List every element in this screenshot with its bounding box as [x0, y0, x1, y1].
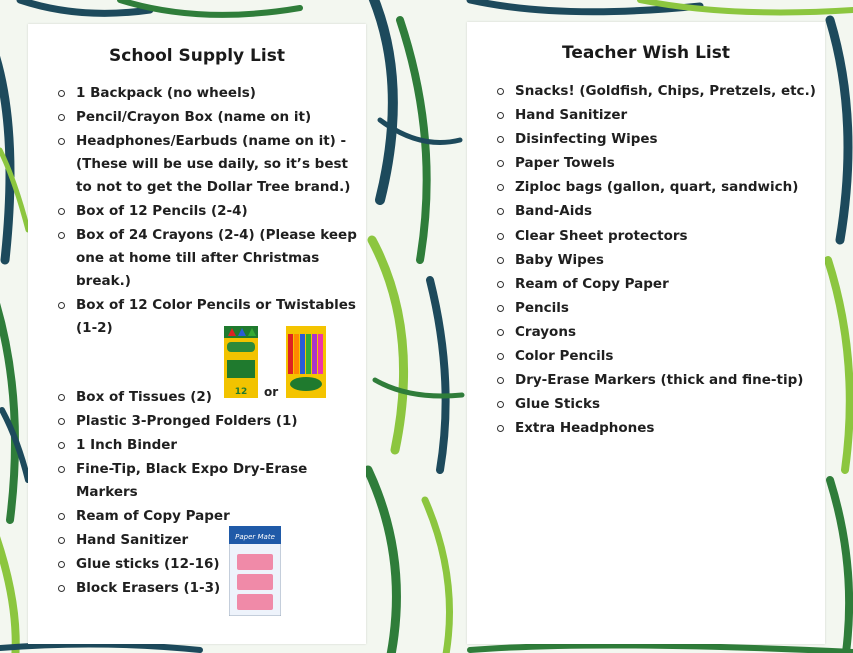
circle-bullet-icon [58, 302, 65, 309]
list-item: Box of 24 Crayons (2-4) (Please keep one at home till after Christmas break.) [58, 224, 358, 293]
school-supply-title: School Supply List [109, 46, 285, 66]
circle-bullet-icon [497, 136, 504, 143]
list-item: Plastic 3-Pronged Folders (1) [58, 410, 358, 433]
list-item: Band-Aids [497, 200, 817, 223]
circle-bullet-icon [58, 394, 65, 401]
circle-bullet-icon [58, 138, 65, 145]
list-item: Box of Tissues (2) [58, 386, 358, 409]
list-item: Ream of Copy Paper [58, 505, 358, 528]
list-item: Baby Wipes [497, 249, 817, 272]
svg-text:12: 12 [234, 387, 248, 397]
circle-bullet-icon [497, 160, 504, 167]
circle-bullet-icon [497, 305, 504, 312]
list-item: Glue sticks (12-16) [58, 553, 358, 576]
list-item: Headphones/Earbuds (name on it) - (These will be use daily, so it’s best to not to get the Dollar Tree brand.) [58, 130, 358, 199]
circle-bullet-icon [58, 90, 65, 97]
list-item: Hand Sanitizer [58, 529, 358, 552]
list-item: Ziploc bags (gallon, quart, sandwich) [497, 176, 817, 199]
list-item: Pencils [497, 297, 817, 320]
list-item: Ream of Copy Paper [497, 273, 817, 296]
circle-bullet-icon [58, 442, 65, 449]
list-item: Box of 12 Color Pencils or Twistables (1-2) [58, 294, 358, 340]
svg-text:Paper Mate: Paper Mate [235, 533, 275, 541]
circle-bullet-icon [58, 232, 65, 239]
teacher-wish-card [467, 22, 825, 644]
list-item: Extra Headphones [497, 417, 817, 440]
circle-bullet-icon [497, 329, 504, 336]
list-item: 1 Backpack (no wheels) [58, 82, 358, 105]
circle-bullet-icon [58, 513, 65, 520]
school-supply-card [28, 24, 366, 644]
circle-bullet-icon [497, 88, 504, 95]
circle-bullet-icon [58, 537, 65, 544]
list-item: Dry-Erase Markers (thick and fine-tip) [497, 369, 817, 392]
list-item: Color Pencils [497, 345, 817, 368]
circle-bullet-icon [58, 418, 65, 425]
circle-bullet-icon [58, 466, 65, 473]
circle-bullet-icon [497, 184, 504, 191]
circle-bullet-icon [58, 585, 65, 592]
circle-bullet-icon [497, 425, 504, 432]
circle-bullet-icon [58, 114, 65, 121]
list-item: Box of 12 Pencils (2-4) [58, 200, 358, 223]
circle-bullet-icon [497, 208, 504, 215]
crayola-colored-pencils-image [224, 326, 258, 398]
list-item: Paper Towels [497, 152, 817, 175]
circle-bullet-icon [58, 561, 65, 568]
teacher-wish-title: Teacher Wish List [562, 43, 730, 63]
or-label: or [264, 385, 279, 399]
list-item: 1 Inch Binder [58, 434, 358, 457]
circle-bullet-icon [497, 233, 504, 240]
list-item: Hand Sanitizer [497, 104, 817, 127]
teacher-wish-list [497, 80, 817, 441]
circle-bullet-icon [497, 401, 504, 408]
circle-bullet-icon [497, 281, 504, 288]
circle-bullet-icon [497, 353, 504, 360]
list-item: Glue Sticks [497, 393, 817, 416]
list-item: Disinfecting Wipes [497, 128, 817, 151]
pink-erasers-image [229, 526, 281, 616]
list-item: Fine-Tip, Black Expo Dry-Erase Markers [58, 458, 358, 504]
list-item: Pencil/Crayon Box (name on it) [58, 106, 358, 129]
circle-bullet-icon [58, 208, 65, 215]
circle-bullet-icon [497, 112, 504, 119]
list-item: Clear Sheet protectors [497, 225, 817, 248]
list-item: Block Erasers (1-3) [58, 577, 358, 600]
twistables-colored-pencils-image [286, 326, 326, 398]
circle-bullet-icon [497, 377, 504, 384]
list-item: Snacks! (Goldfish, Chips, Pretzels, etc.) [497, 80, 817, 103]
circle-bullet-icon [497, 257, 504, 264]
list-item: Crayons [497, 321, 817, 344]
